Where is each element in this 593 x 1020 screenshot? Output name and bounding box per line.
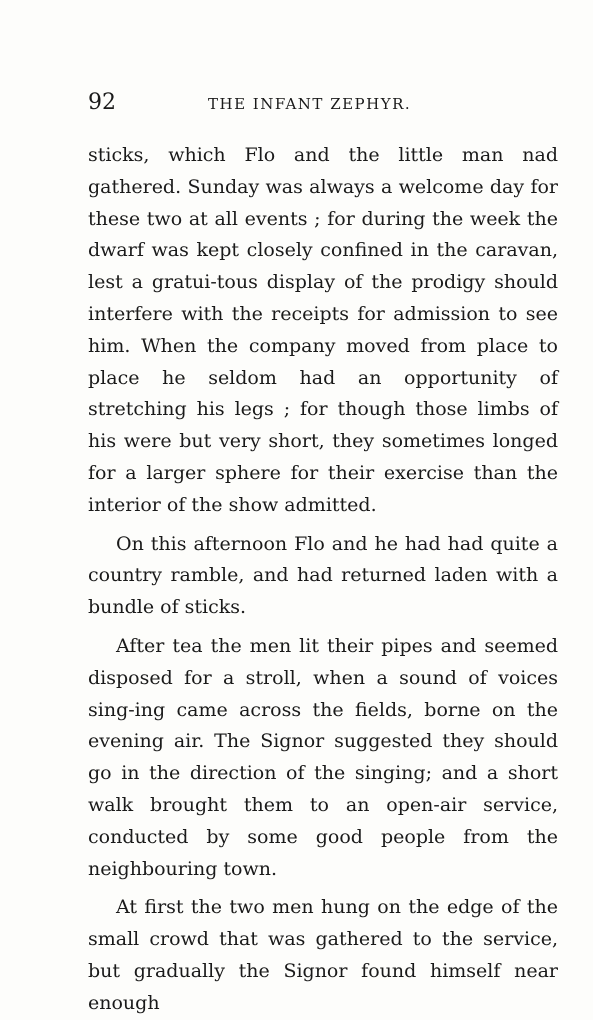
body-text bbox=[88, 140, 558, 1020]
paragraph-1: sticks, which Flo and the little man nad gathered. Sunday was always a welcome day for these two at all events ; for during the week the dwarf was kept closely confined in the caravan, lest a gratui-tous display of the prodigy should interfere with the receipts for admission to see him. When the company moved from place to place he seldom had an opportunity of stretching his legs ; for though those limbs of his were but very short, they sometimes longed for a larger sphere for their exercise than the interior of the show admitted. bbox=[88, 144, 558, 516]
paragraph-3: After tea the men lit their pipes and seemed disposed for a stroll, when a sound of voices sing-ing came across the fields, borne on the evening air. The Signor suggested they should go in the direction of the singing; and a short walk brought them to an open-air service, conducted by some good people from the neighbouring town. bbox=[88, 634, 558, 880]
running-head: THE INFANT ZEPHYR. bbox=[208, 95, 412, 113]
paragraph-4: At first the two men hung on the edge of the small crowd that was gathered to the service, but gradually the Signor found himself near enough bbox=[88, 896, 558, 1014]
paragraph-2: On this afternoon Flo and he had had quite a country ramble, and had returned laden with a bundle of sticks. bbox=[88, 532, 558, 619]
page-header bbox=[88, 90, 558, 120]
page-number: 92 bbox=[88, 90, 116, 115]
